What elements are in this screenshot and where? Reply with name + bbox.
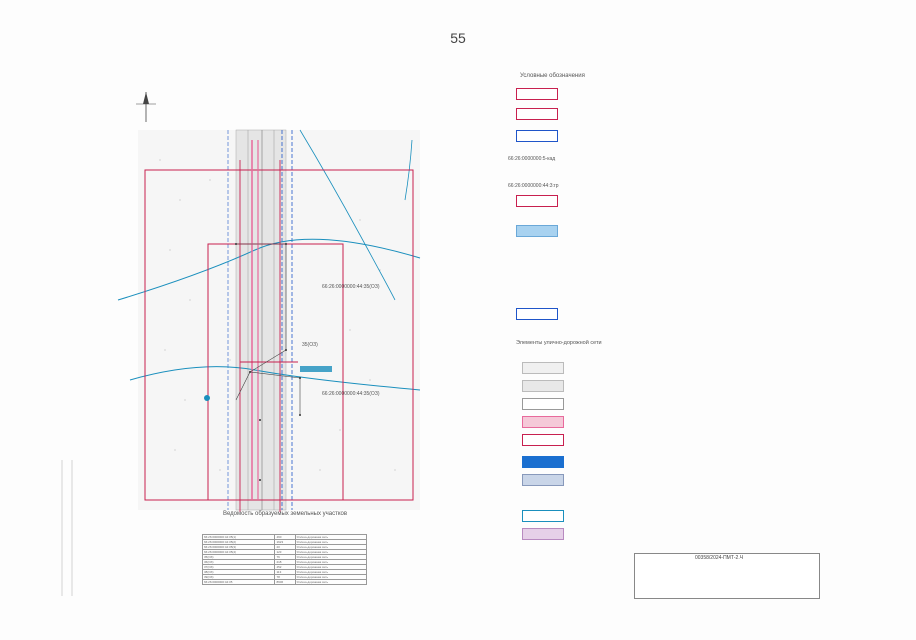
table-row: 66:26:0000000:44:35(3) 20 Улично-дорожная сеть (203, 545, 367, 550)
title-block-stamp (634, 553, 820, 599)
legend-swatch (522, 434, 564, 446)
legend-swatch (522, 398, 564, 410)
legend-swatch (516, 308, 558, 320)
parcels-table (202, 534, 367, 585)
road-corridor (236, 130, 286, 510)
page-number: 55 (450, 30, 466, 46)
legend-cadastral-label: 66:26:0000000:5-кад (508, 156, 556, 162)
parcel-label: 35(ОЗ) (302, 342, 318, 348)
legend-swatch (516, 108, 558, 120)
legend-swatch (522, 474, 564, 486)
table-row: 66:26:0000000:44:35 8606 Улично-дорожная сеть (203, 580, 367, 585)
legend-swatch (522, 380, 564, 392)
table-row: 66:26:0000000:44:35(4) 123 Улично-дорожная сеть (203, 550, 367, 555)
legend-cadastral-label: 66:26:0000000:44:3:гр (508, 183, 559, 189)
parcel-label: 66:26:0000000:44:35(ОЗ) (322, 391, 380, 397)
table-row: 35(ОЗ) 76 Улично-дорожная сеть (203, 555, 367, 560)
table-title: Ведомость образуемых земельных участков (222, 511, 348, 517)
legend-swatch (522, 510, 564, 522)
legend-swatch (516, 130, 558, 142)
legend-swatch (522, 416, 564, 428)
table-row: 66:26:0000000:44:35(2) 1623 Улично-дорожная сеть (203, 540, 367, 545)
water-body (300, 366, 332, 372)
water-well-icon (204, 395, 210, 401)
legend-swatch (522, 456, 564, 468)
legend-swatch (516, 88, 558, 100)
table-row: 66:26:0000000:44:35(1) 460 Улично-дорожная сеть (203, 535, 367, 540)
legend-swatch (516, 225, 558, 237)
parcel-label: 66:26:0000000:44:35(ОЗ) (322, 284, 380, 290)
table-row: 38(ОЗ) 113 Улично-дорожная сеть (203, 570, 367, 575)
north-arrow-icon (136, 92, 156, 122)
table-row: 37(ОЗ) 452 Улично-дорожная сеть (203, 565, 367, 570)
legend-subtitle: Элементы улично-дорожной сети (516, 340, 602, 346)
legend-swatch (522, 362, 564, 374)
legend-swatch (516, 195, 558, 207)
legend-swatch (522, 528, 564, 540)
table-row: 39(ОЗ) 78 Улично-дорожная сеть (203, 575, 367, 580)
table-row: 36(ОЗ) 218 Улично-дорожная сеть (203, 560, 367, 565)
stamp-code: 00358/2024-ПМТ-2.Ч (695, 555, 744, 561)
legend-title: Условные обозначения (520, 73, 585, 79)
